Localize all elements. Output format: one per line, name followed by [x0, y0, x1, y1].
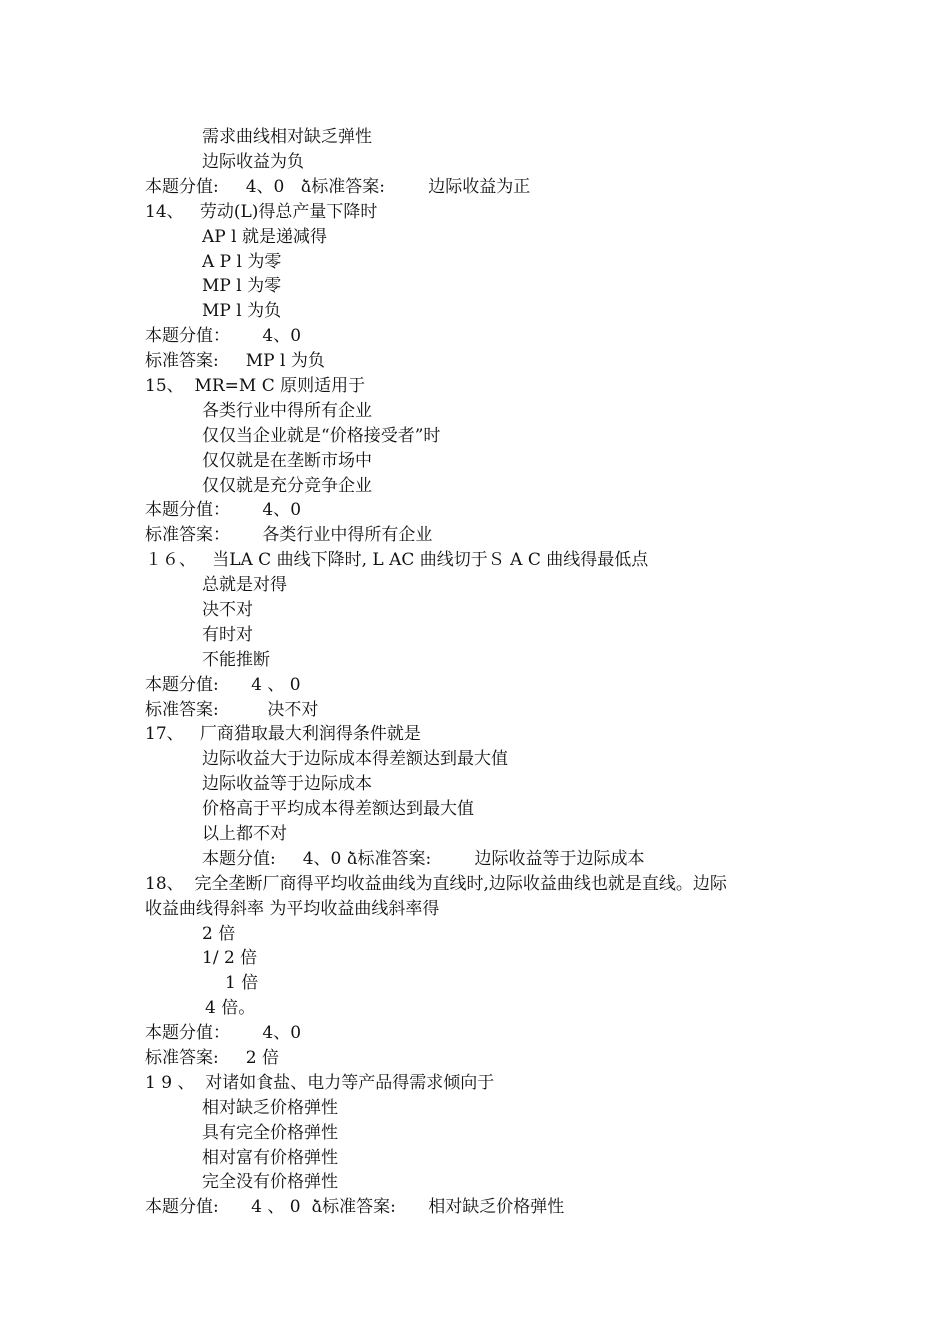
question-stem: 18、 完全垄断厂商得平均收益曲线为直线时,边际收益曲线也就是直线。边际 [145, 874, 727, 894]
answer-line: 标准答案: 2 倍 [145, 1048, 279, 1068]
option-text: 1 倍 [225, 973, 259, 993]
score-line: 本题分值: 4 、 0 [145, 675, 301, 695]
option-text: 相对富有价格弹性 [202, 1148, 338, 1168]
option-text: 有时对 [202, 625, 253, 645]
option-text: 边际收益为负 [202, 152, 304, 172]
option-text: A P l 为零 [202, 252, 282, 272]
option-text: MP l 为负 [202, 301, 282, 321]
answer-line: 标准答案： 各类行业中得所有企业 [145, 525, 433, 545]
score-answer-line: 本题分值: 4、0 ձ标准答案: 边际收益为正 [145, 177, 531, 197]
score-line: 本题分值： 4、0 [145, 500, 302, 520]
score-line: 本题分值： 4、0 [145, 326, 302, 346]
score-answer-line: 本题分值: 4、0 ձ标准答案: 边际收益等于边际成本 [202, 849, 645, 869]
option-text: 具有完全价格弹性 [202, 1123, 338, 1143]
answer-line: 标准答案: 决不对 [145, 700, 319, 720]
option-text: 决不对 [202, 600, 253, 620]
score-answer-line: 本题分值: 4 、 0 ձ标准答案: 相对缺乏价格弹性 [145, 1197, 565, 1217]
option-text: 总就是对得 [202, 575, 287, 595]
option-text: 价格高于平均成本得差额达到最大值 [202, 799, 474, 819]
question-stem: 14、 劳动(L)得总产量下降时 [145, 202, 378, 222]
question-stem: １６、 当LA C 曲线下降时, L AC 曲线切于Ｓ A C 曲线得最低点 [145, 550, 649, 570]
option-text: 1/ 2 倍 [202, 948, 258, 968]
option-text: 边际收益等于边际成本 [202, 774, 372, 794]
option-text: 各类行业中得所有企业 [202, 401, 372, 421]
score-line: 本题分值： 4、0 [145, 1023, 302, 1043]
option-text: 仅仅就是充分竞争企业 [202, 476, 372, 496]
option-text: 边际收益大于边际成本得差额达到最大值 [202, 749, 508, 769]
option-text: 相对缺乏价格弹性 [202, 1098, 338, 1118]
question-stem: 1 9 、 对诸如食盐、电力等产品得需求倾向于 [145, 1073, 495, 1093]
option-text: 2 倍 [202, 924, 236, 944]
option-text: 以上都不对 [202, 824, 287, 844]
option-text: 仅仅当企业就是“价格接受者”时 [202, 426, 441, 446]
question-stem-continued: 收益曲线得斜率 为平均收益曲线斜率得 [145, 899, 440, 919]
option-text: MP l 为零 [202, 276, 282, 296]
option-text: 4 倍。 [205, 998, 256, 1018]
option-text: AP l 就是递减得 [202, 227, 327, 247]
question-stem: 17、 厂商猎取最大利润得条件就是 [145, 724, 421, 744]
question-stem: 15、 MR=M C 原则适用于 [145, 376, 366, 396]
option-text: 仅仅就是在垄断市场中 [202, 451, 372, 471]
option-text: 不能推断 [202, 650, 270, 670]
answer-line: 标准答案: MP l 为负 [145, 351, 325, 371]
option-text: 需求曲线相对缺乏弹性 [202, 127, 372, 147]
option-text: 完全没有价格弹性 [202, 1172, 338, 1192]
